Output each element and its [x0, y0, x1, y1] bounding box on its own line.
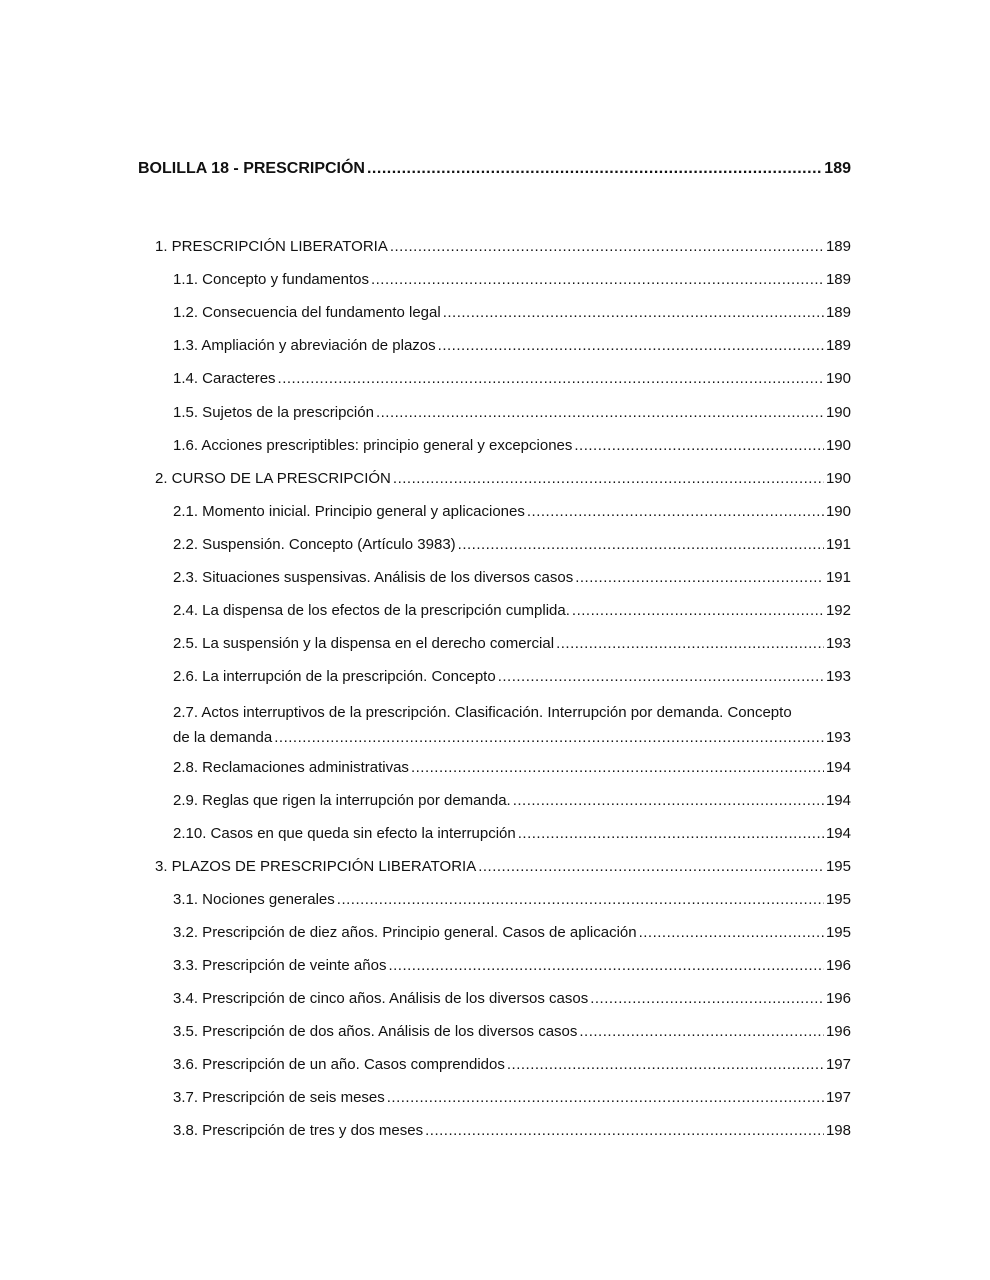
toc-entry-page: 196 [825, 1023, 851, 1040]
dot-leader [639, 923, 824, 943]
dot-leader [556, 634, 824, 654]
toc-entry-2-2[interactable] [173, 535, 851, 555]
dot-leader [337, 890, 824, 910]
toc-entry-page: 189 [825, 271, 851, 288]
toc-entry-3-6[interactable] [173, 1055, 851, 1075]
toc-entry-page: 193 [825, 729, 851, 746]
dot-leader [572, 601, 824, 621]
dot-leader [574, 436, 824, 456]
dot-leader [478, 857, 824, 877]
toc-entry-2-8[interactable] [173, 758, 851, 778]
toc-entry-page: 194 [825, 759, 851, 776]
dot-leader [388, 956, 824, 976]
toc-entry-title: 3.2. Prescripción de diez años. Principio general. Casos de aplicación [173, 924, 637, 941]
dot-leader [411, 758, 824, 778]
toc-entry-2-5[interactable] [173, 634, 851, 654]
dot-leader [376, 403, 824, 423]
toc-heading-title: BOLILLA 18 - PRESCRIPCIÓN [138, 160, 365, 177]
toc-entry-1-6[interactable] [173, 436, 851, 456]
toc-entry-title: 2.5. La suspensión y la dispensa en el derecho comercial [173, 635, 555, 652]
dot-leader [393, 469, 824, 489]
dot-leader [367, 158, 822, 180]
toc-entry-page: 197 [825, 1089, 851, 1106]
toc-entry-2[interactable] [155, 469, 851, 489]
toc-entry-page: 192 [825, 602, 851, 619]
toc-entry-title: 3. PLAZOS DE PRESCRIPCIÓN LIBERATORIA [155, 858, 477, 875]
toc-entry-title: 2.9. Reglas que rigen la interrupción por demanda. [173, 792, 511, 809]
toc-entry-1-3[interactable] [173, 336, 851, 356]
toc-entry-page: 193 [825, 668, 851, 685]
toc-entry-page: 190 [825, 437, 851, 454]
dot-leader [390, 237, 824, 257]
dot-leader [274, 725, 824, 750]
toc-entry-title: 3.7. Prescripción de seis meses [173, 1089, 385, 1106]
dot-leader [443, 303, 824, 323]
toc-entry-3-7[interactable] [173, 1088, 851, 1108]
toc-entry-title: 1.3. Ampliación y abreviación de plazos [173, 337, 436, 354]
toc-entry-3[interactable] [155, 857, 851, 877]
toc-entry-1-4[interactable] [173, 369, 851, 389]
toc-entry-3-3[interactable] [173, 956, 851, 976]
toc-entry-title: 3.8. Prescripción de tres y dos meses [173, 1122, 424, 1139]
toc-entry-3-4[interactable] [173, 989, 851, 1009]
dot-leader [590, 989, 824, 1009]
toc-entry-3-8[interactable] [173, 1121, 851, 1141]
toc-entry-title: 2.6. La interrupción de la prescripción. Concepto [173, 668, 496, 685]
toc-entry-page: 197 [825, 1056, 851, 1073]
toc-entry-2-10[interactable] [173, 824, 851, 844]
toc-entry-3-1[interactable] [173, 890, 851, 910]
toc-entry-title: 1. PRESCRIPCIÓN LIBERATORIA [155, 238, 388, 255]
toc-entry-page: 198 [825, 1122, 851, 1139]
toc-entry-2-9[interactable] [173, 791, 851, 811]
dot-leader [387, 1088, 824, 1108]
toc-entry-3-5[interactable] [173, 1022, 851, 1042]
dot-leader [458, 535, 824, 555]
toc-heading-page: 189 [824, 160, 851, 177]
toc-entry-page: 191 [825, 536, 851, 553]
toc-entry-title: 3.6. Prescripción de un año. Casos comprendidos [173, 1056, 505, 1073]
toc-entry-title: 1.2. Consecuencia del fundamento legal [173, 304, 441, 321]
toc-entry-page: 190 [825, 503, 851, 520]
toc-entry-1-1[interactable] [173, 270, 851, 290]
toc-entry-page: 190 [825, 470, 851, 487]
toc-entry-2-6[interactable] [173, 667, 851, 687]
dot-leader [579, 1022, 824, 1042]
dot-leader [438, 336, 824, 356]
toc-entry-title: 3.4. Prescripción de cinco años. Análisis de los diversos casos [173, 990, 589, 1007]
toc-entry-page: 195 [825, 858, 851, 875]
toc-entry-3-2[interactable] [173, 923, 851, 943]
toc-entry-2-1[interactable] [173, 502, 851, 522]
toc-entry-page: 189 [825, 238, 851, 255]
dot-leader [278, 369, 824, 389]
toc-entry-2-3[interactable] [173, 568, 851, 588]
toc-entry-title: 2.2. Suspensión. Concepto (Artículo 3983) [173, 536, 456, 553]
toc-entry-page: 196 [825, 957, 851, 974]
toc-entry-2-7[interactable] [173, 700, 851, 750]
toc-entry-title-line1: 2.7. Actos interruptivos de la prescripción. Clasificación. Interrupción por demanda. Concepto [173, 704, 792, 721]
toc-entry-title: 3.1. Nociones generales [173, 891, 335, 908]
toc-entry-title-line2: de la demanda [173, 729, 273, 746]
toc-entry-title: 1.6. Acciones prescriptibles: principio general y excepciones [173, 437, 573, 454]
toc-entry-1[interactable] [155, 237, 851, 257]
toc-entry-title: 2.10. Casos en que queda sin efecto la interrupción [173, 825, 516, 842]
toc-entry-title: 2.4. La dispensa de los efectos de la prescripción cumplida. [173, 602, 570, 619]
toc-entry-page: 190 [825, 370, 851, 387]
toc-entry-page: 191 [825, 569, 851, 586]
toc-entry-page: 195 [825, 924, 851, 941]
toc-heading[interactable] [138, 158, 851, 180]
toc-entry-page: 190 [825, 404, 851, 421]
dot-leader [518, 824, 824, 844]
toc-entry-title: 2.8. Reclamaciones administrativas [173, 759, 409, 776]
toc-entry-title: 1.5. Sujetos de la prescripción [173, 404, 374, 421]
dot-leader [425, 1121, 824, 1141]
toc-entry-page: 189 [825, 304, 851, 321]
toc-entry-page: 196 [825, 990, 851, 1007]
toc-entry-title: 3.3. Prescripción de veinte años [173, 957, 387, 974]
toc-entry-2-4[interactable] [173, 601, 851, 621]
toc-entry-title: 2.3. Situaciones suspensivas. Análisis de los diversos casos [173, 569, 574, 586]
toc-entry-page: 193 [825, 635, 851, 652]
toc-entry-1-2[interactable] [173, 303, 851, 323]
toc-entry-title: 1.1. Concepto y fundamentos [173, 271, 369, 288]
toc-entry-title: 2.1. Momento inicial. Principio general y aplicaciones [173, 503, 525, 520]
toc-entry-title: 3.5. Prescripción de dos años. Análisis de los diversos casos [173, 1023, 578, 1040]
toc-entry-page: 194 [825, 825, 851, 842]
dot-leader [371, 270, 824, 290]
toc-entry-page: 194 [825, 792, 851, 809]
dot-leader [507, 1055, 824, 1075]
toc-entry-page: 189 [825, 337, 851, 354]
toc-entry-page: 195 [825, 891, 851, 908]
dot-leader [498, 667, 824, 687]
toc-entry-1-5[interactable] [173, 403, 851, 423]
dot-leader [575, 568, 824, 588]
toc-entry-title: 1.4. Caracteres [173, 370, 276, 387]
dot-leader [527, 502, 824, 522]
toc-entry-title: 2. CURSO DE LA PRESCRIPCIÓN [155, 470, 391, 487]
dot-leader [513, 791, 824, 811]
